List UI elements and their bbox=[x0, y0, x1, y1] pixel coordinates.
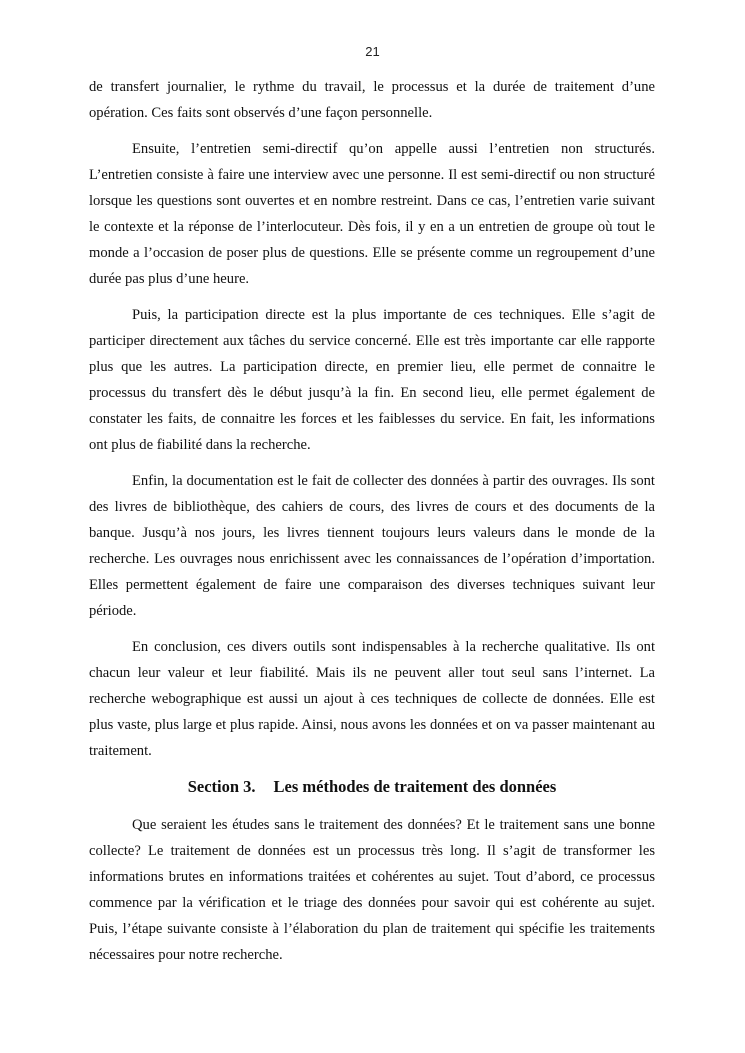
paragraph-continuation: de transfert journalier, le rythme du travail, le processus et la durée de traitement d’une opération. Ces faits sont observés d’une façon personnelle. bbox=[89, 79, 655, 121]
page-number: 21 bbox=[365, 44, 380, 59]
section-heading bbox=[89, 774, 655, 800]
paragraph-entretien: Ensuite, l’entretien semi-directif qu’on appelle aussi l’entretien non structurés. L’entretien consiste à faire une interview avec une personne. Il est semi-directif ou non structuré lorsque les questions sont ouvertes et en nombre restreint. Dans ce cas, l’entretien varie suivant le contexte et la réponse de l’interlocuteur. Dès fois, il y en a un entretien de groupe où tout le monde a l’occasion de poser plus de questions. Elle se présente comme un regroupement d’une durée pas plus d’une heure. bbox=[89, 141, 655, 287]
section-number: Section 3. bbox=[187, 777, 256, 796]
section-title: Les méthodes de traitement des données bbox=[273, 777, 557, 796]
paragraph-documentation: Enfin, la documentation est le fait de collecter des données à partir des ouvrages. Ils sont des livres de bibliothèque, des cahiers de cours, des livres de cours et des documents de la banque. Jusqu’à nos jours, les livres tiennent toujours leurs valeurs dans le monde de la recherche. Les ouvrages nous enrichissent avec les connaissances de l’opération d’importation. Elles permettent également de faire une comparaison des diverses techniques suivant leur période. bbox=[89, 473, 655, 619]
paragraph-conclusion: En conclusion, ces divers outils sont indispensables à la recherche qualitative. Ils ont chacun leur valeur et leur fiabilité. Mais ils ne peuvent aller tout seul sans l’internet. La recherche webographique est aussi un ajout à ces techniques de collecte de données. Elle est plus vaste, plus large et plus rapide. Ainsi, nous avons les données et on va passer maintenant au traitement. bbox=[89, 639, 655, 759]
paragraph-traitement: Que seraient les études sans le traitement des données? Et le traitement sans une bonne collecte? Le traitement de données est un processus très long. Il s’agit de transformer les informations brutes en informations traitées et cohérentes au sujet. Tout d’abord, ce processus commence par la vérification et le triage des données pour savoir qui est cohérente au sujet. Puis, l’étape suivante consiste à l’élaboration du plan de traitement qui spécifie les traitements nécessaires pour notre recherche. bbox=[89, 817, 655, 963]
document-body bbox=[89, 74, 655, 978]
paragraph-participation: Puis, la participation directe est la plus importante de ces techniques. Elle s’agit de participer directement aux tâches du service concerné. Elle est très importante car elle rapporte plus que les autres. La participation directe, en premier lieu, elle permet de connaitre le processus du transfert dès le début jusqu’à la fin. En second lieu, elle permet également de constater les faits, de connaitre les forces et les faiblesses du service. En fait, les informations ont plus de fiabilité dans la recherche. bbox=[89, 307, 655, 453]
